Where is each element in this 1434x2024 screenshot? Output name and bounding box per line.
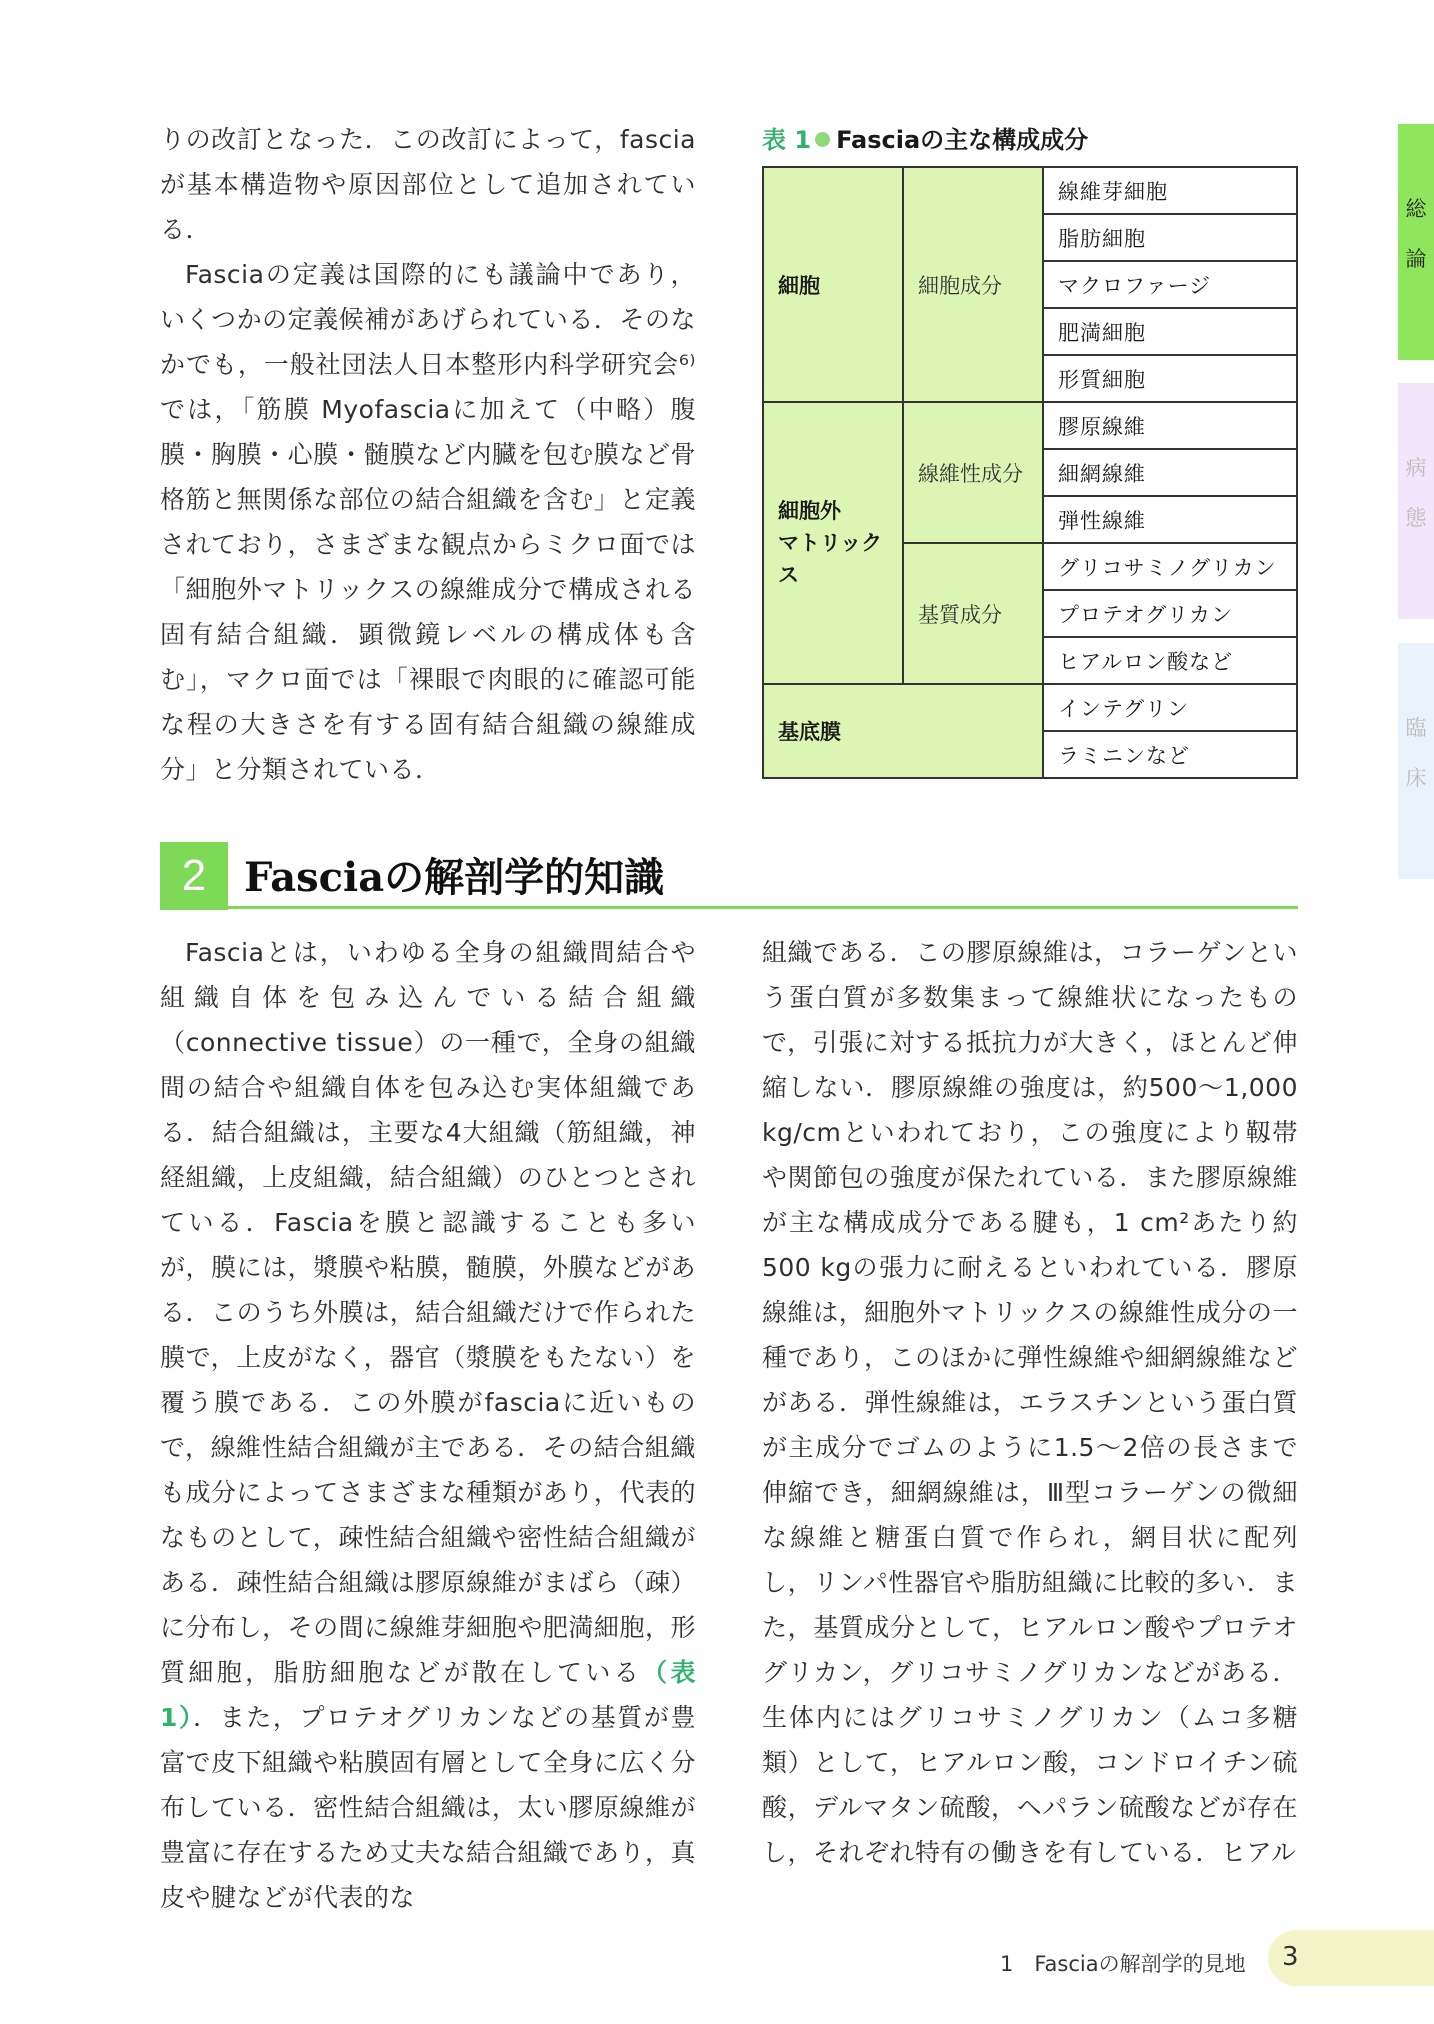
- body-paragraph: 組織である．この膠原線維は，コラーゲンという蛋白質が多数集まって線維状になったもので，引張に対する抵抗力が大きく，ほとんど伸縮しない．膠原線維の強度は，約500〜1,000 kg/cmといわれており，この強度により靱帯や関節包の強度が保たれている．また膠原線維が主な構成成分である腱も，1 cm²あたり約500 kgの張力に耐えるといわれている．膠原線維は，細胞外マトリックスの線維性成分の一種であり，このほかに弾性線維や細網線維などがある．弾性線維は，エラスチンという蛋白質が主成分でゴムのように1.5〜2倍の長さまで伸縮でき，細網線維は，Ⅲ型コラーゲンの微細な線維と糖蛋白質で作られ，網目状に配列し，リンパ性器官や脂肪組織に比較的多い．また，基質成分として，ヒアルロン酸やプロテオグリカン，グリコサミノグリカンなどがある．生体内にはグリコサミノグリカン（ムコ多糖類）として，ヒアルロン酸，コンドロイチン硫酸，デルマタン硫酸，ヘパラン硫酸などが存在し，それぞれ特有の働きを有している．ヒアル: [762, 938, 1298, 1867]
- table-item: 肥満細胞: [1043, 308, 1297, 355]
- group-basement: 基底膜: [763, 684, 1043, 778]
- subgroup-cell-component: 細胞成分: [903, 167, 1043, 402]
- section-divider: [160, 906, 1298, 909]
- body-paragraph: [160, 930, 696, 1920]
- table-item: ラミニンなど: [1043, 731, 1297, 778]
- table-item: 線維芽細胞: [1043, 167, 1297, 214]
- table-item: 弾性線維: [1043, 496, 1297, 543]
- table-item: ヒアルロン酸など: [1043, 637, 1297, 684]
- side-tab-char: 臨: [1405, 716, 1427, 740]
- side-tab-char: 論: [1405, 247, 1427, 271]
- table-item: インテグリン: [1043, 684, 1297, 731]
- table-item: 形質細胞: [1043, 355, 1297, 402]
- intro-paragraph: Fasciaの定義は国際的にも議論中であり，いくつかの定義候補があげられている．そのなかでも，一般社団法人日本整形内科学研究会⁶⁾では，「筋膜 Myofasciaに加えて（中略）腹膜・胸膜・心膜・髄膜など内臓を包む膜など骨格筋と無関係な部位の結合組織を含む」と定義されており，さまざまな観点からミクロ面では「細胞外マトリックスの線維成分で構成される固有結合組織．顕微鏡レベルの構成体も含む」，マクロ面では「裸眼で肉眼的に確認可能な程の大きさを有する固有結合組織の線維成分」と分類されている．: [160, 260, 696, 784]
- table-item: プロテオグリカン: [1043, 590, 1297, 637]
- side-tab-char: 態: [1405, 506, 1427, 530]
- body-right-column: [762, 930, 1298, 1875]
- side-tab-char: 病: [1405, 456, 1427, 480]
- side-tab-clinical[interactable]: [1398, 643, 1434, 879]
- table-item: グリコサミノグリカン: [1043, 543, 1297, 590]
- body-text: Fasciaとは，いわゆる全身の組織間結合や組織自体を包み込んでいる結合組織（connective tissue）の一種で，全身の組織間の結合や組織自体を包み込む実体組織である．結合組織は，主要な4大組織（筋組織，神経組織，上皮組織，結合組織）のひとつとされている．Fasciaを膜と認識することも多いが，膜には，漿膜や粘膜，髄膜，外膜などがある．このうち外膜は，結合組織だけで作られた膜で，上皮がなく，器官（漿膜をもたない）を覆う膜である．この外膜がfasciaに近いもので，線維性結合組織が主である．その結合組織も成分によってさまざまな種類があり，代表的なものとして，疎性結合組織や密性結合組織がある．疎性結合組織は膠原線維がまばら（疎）に分布し，その間に線維芽細胞や肥満細胞，形質細胞，脂肪細胞などが散在している: [160, 938, 696, 1687]
- side-tab-char: 床: [1405, 766, 1427, 790]
- table-label: 表 1: [762, 126, 812, 154]
- table-reference-link[interactable]: （表 1）: [160, 1658, 696, 1732]
- body-text: ．また，プロテオグリカンなどの基質が豊富で皮下組織や粘膜固有層として全身に広く分布している．密性結合組織は，太い膠原線維が豊富に存在するため丈夫な結合組織であり，真皮や腱などが代表的な: [160, 1703, 696, 1912]
- side-tab-char: 総: [1405, 197, 1427, 221]
- page-number-badge: [1268, 1930, 1434, 1986]
- bullet-icon: [815, 132, 830, 147]
- running-head: 1 Fasciaの解剖学的見地: [1000, 1952, 1246, 1976]
- table-item: 細網線維: [1043, 449, 1297, 496]
- group-cell: 細胞: [763, 167, 903, 402]
- subgroup-matrix: 基質成分: [903, 543, 1043, 684]
- intro-text: [160, 117, 696, 792]
- intro-paragraph: りの改訂となった．この改訂によって，fasciaが基本構造物や原因部位として追加されている．: [160, 125, 696, 244]
- subgroup-fibrous: 線維性成分: [903, 402, 1043, 543]
- section-number: 2: [160, 842, 228, 910]
- table-item: 脂肪細胞: [1043, 214, 1297, 261]
- section-title: Fasciaの解剖学的知識: [244, 854, 665, 901]
- group-ecm: 細胞外 マトリックス: [763, 402, 903, 684]
- table-item: 膠原線維: [1043, 402, 1297, 449]
- table-title: Fasciaの主な構成成分: [836, 126, 1089, 154]
- page-number: 3: [1282, 1942, 1299, 1972]
- table-item: マクロファージ: [1043, 261, 1297, 308]
- side-tab-overview[interactable]: [1398, 124, 1434, 360]
- table-caption: [762, 120, 1088, 155]
- body-left-column: [160, 930, 696, 1920]
- composition-table: [762, 166, 1298, 779]
- side-tab-pathology[interactable]: [1398, 383, 1434, 619]
